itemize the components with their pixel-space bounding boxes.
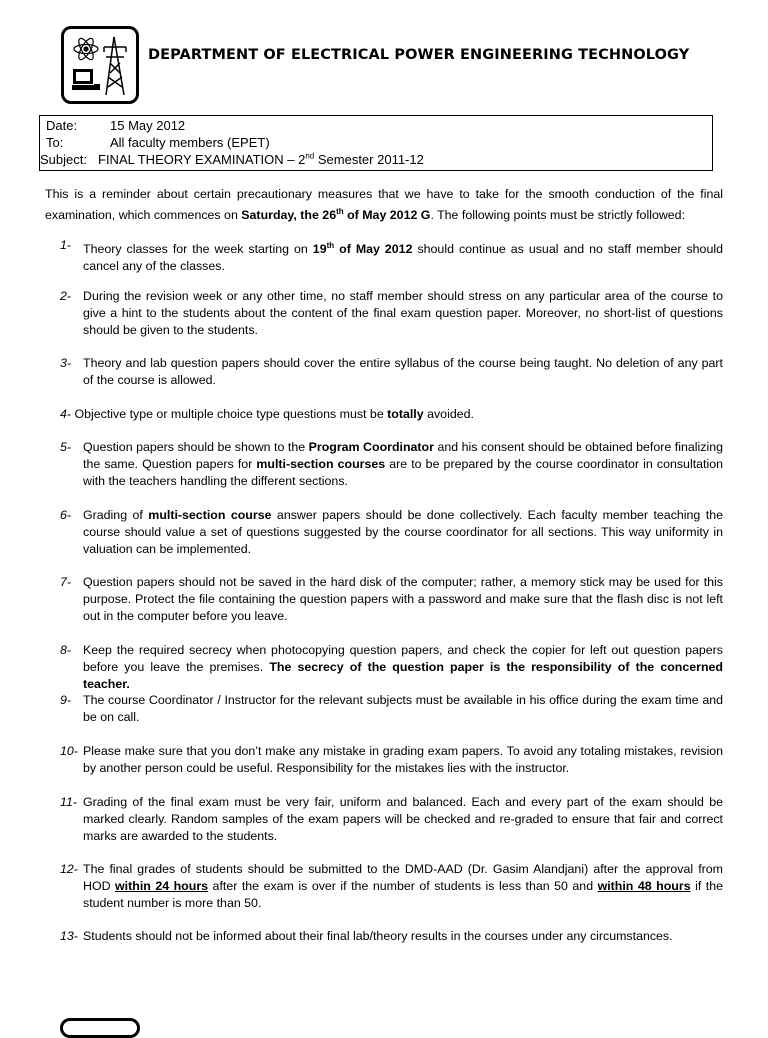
item-bold-underlined: within 48 hours (597, 879, 691, 893)
intro-text: This is a reminder about certain precautionary measures that we have to take for the smooth conduction of the final examination, which commences on (45, 187, 723, 223)
list-item (60, 406, 723, 423)
to-label: To: (46, 135, 64, 150)
item-text: Theory and lab question papers should cover the entire syllabus of the course being taught. No deletion of any part of the course is allowed. (83, 356, 723, 387)
item-number: 13- (60, 929, 78, 943)
item-number: 5- (60, 440, 72, 454)
item-number: 6- (60, 508, 72, 522)
item-text: Please make sure that you don’t make any mistake in grading exam papers. To avoid any totaling mistakes, revision by another person could be useful. Responsibility for the mistakes lies with the instructor. (83, 744, 723, 775)
item-superscript: th (326, 241, 335, 250)
item-text: Grading of (83, 508, 149, 522)
logo-emblem-icon (64, 29, 136, 101)
subject-superscript: nd (305, 152, 315, 161)
item-number: 1- (60, 238, 72, 252)
item-text: after the exam is over if the number of students is less than 50 and (208, 879, 598, 893)
item-text: answer papers should be done collectively. Each faculty member teaching the course should value a set of questions suggested by the course coordinator for all sections. This way uniformity in valuation can be implemented. (83, 508, 723, 556)
to-value: All faculty members (EPET) (110, 135, 270, 150)
item-text: are to be prepared by the course coordinator in consultation with the teachers handling the different sections. (83, 457, 724, 488)
subject-row (40, 152, 424, 167)
tower-icon (104, 37, 126, 95)
list-item (60, 794, 723, 845)
item-bold: of May 2012 (334, 242, 413, 257)
computer-icon (72, 69, 100, 90)
intro-date-bold-end: of May 2012 G (343, 208, 431, 223)
subject-text: FINAL THEORY EXAMINATION – 2 (98, 152, 306, 168)
list-item (60, 355, 723, 389)
intro-superscript: th (336, 207, 344, 216)
item-text: Grading of the final exam must be very fair, uniform and balanced. Each and every part of the exam should be marked clearly. Random samples of the exam papers will be checked and re-graded to ensure that fair and correct marks are awarded to the students. (83, 795, 723, 843)
item-bold: multi-section course (148, 508, 272, 522)
item-text: avoided. (423, 407, 474, 421)
item-number: 7- (60, 575, 72, 589)
item-number: 10- (60, 744, 78, 758)
intro-date-bold: Saturday, the 26 (241, 208, 337, 223)
list-item (60, 692, 723, 726)
item-text: The course Coordinator / Instructor for the relevant subjects must be available in his office during the exam time and be on call. (83, 693, 723, 724)
date-value: 15 May 2012 (110, 118, 186, 133)
item-number: 4- (60, 407, 72, 421)
list-item (60, 642, 723, 693)
item-bold: multi-section courses (256, 457, 386, 471)
item-text: and his consent should be obtained before finalizing the same. Question papers for (83, 440, 723, 471)
item-bold: 19 (312, 242, 327, 257)
subject-value (98, 152, 424, 167)
item-number: 2- (60, 289, 72, 303)
atom-icon (74, 36, 98, 61)
item-text: Students should not be informed about their final lab/theory results in the courses under any circumstances. (83, 929, 673, 943)
list-item (60, 237, 723, 275)
item-bold: The secrecy of the question paper is the responsibility of the concerned teacher. (83, 660, 723, 691)
department-logo (61, 26, 139, 104)
item-text: The final grades of students should be submitted to the DMD-AAD (Dr. Gasim Alandjani) after the approval from HOD (83, 862, 723, 893)
item-number: 3- (60, 356, 72, 370)
item-text: Theory classes for the week starting on (83, 242, 313, 257)
item-text: if the student number is more than 50. (83, 879, 724, 910)
item-bold-underlined: within 24 hours (115, 879, 209, 893)
item-text: should continue as usual and no staff member should cancel any of the classes. (83, 242, 723, 274)
date-row (46, 118, 185, 133)
list-item (60, 743, 723, 777)
subject-label: Subject: (40, 152, 87, 168)
department-title: DEPARTMENT OF ELECTRICAL POWER ENGINEERING TECHNOLOGY (148, 47, 690, 63)
item-text: During the revision week or any other time, no staff member should stress on any particular area of the course to give a hint to the students about the content of the final exam question paper. Moreover, no short-list of questions should be given to the students. (83, 289, 723, 337)
to-row (46, 135, 270, 150)
list-item (60, 288, 723, 339)
subject-text-end: Semester 2011-12 (314, 152, 424, 168)
item-bold: Program Coordinator (308, 440, 434, 454)
intro-paragraph (45, 186, 723, 224)
list-item (60, 507, 723, 558)
item-text: Question papers should be shown to the (83, 440, 309, 454)
memo-header (39, 115, 713, 171)
item-text: Keep the required secrecy when photocopying question papers, and check the copier for left out question papers before you leave the premises. (83, 643, 723, 674)
item-number: 8- (60, 643, 72, 657)
item-number: 9- (60, 693, 72, 707)
list-item (60, 928, 723, 945)
intro-text-end: . The following points must be strictly followed: (430, 208, 686, 223)
item-bold: totally (387, 407, 424, 421)
list-item (60, 439, 723, 490)
list-item (60, 574, 723, 625)
date-label: Date: (46, 118, 78, 133)
item-number: 12- (60, 862, 78, 876)
item-number: 11- (60, 795, 77, 809)
item-text: Objective type or multiple choice type questions must be (71, 407, 388, 421)
item-text: Question papers should not be saved in the hard disk of the computer; rather, a memory stick may be used for this purpose. Protect the file containing the question papers with a password and make sure that the flash disc is not left out in the computer before you leave. (83, 575, 723, 623)
next-page-logo-edge (60, 1018, 140, 1038)
list-item (60, 861, 723, 912)
